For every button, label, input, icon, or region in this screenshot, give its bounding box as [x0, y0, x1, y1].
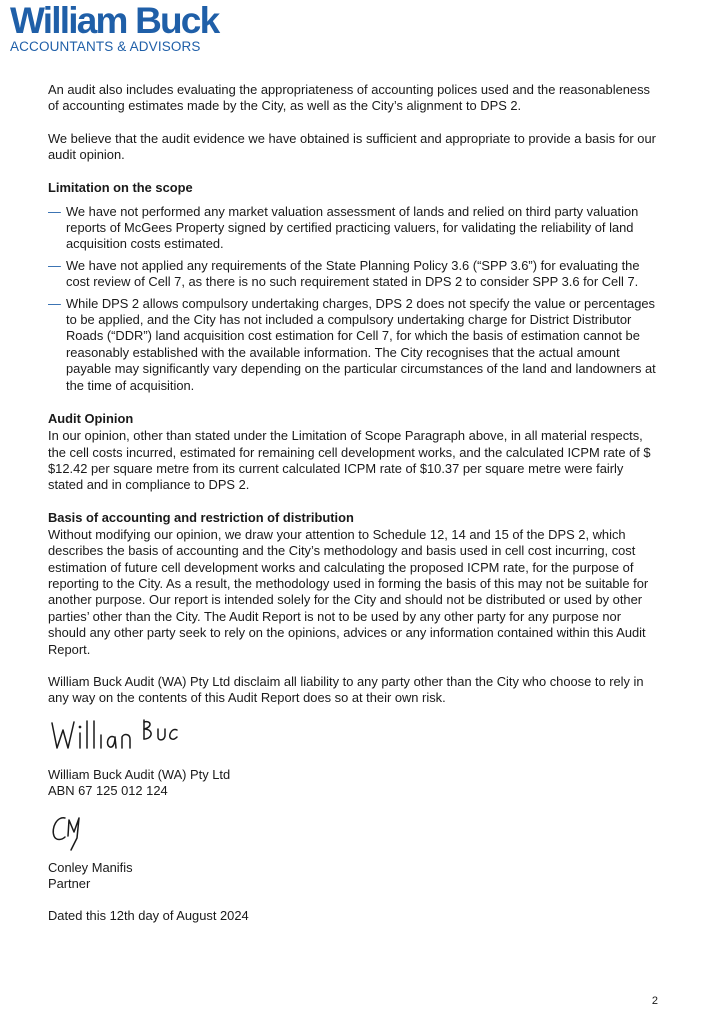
dash-bullet-icon: —: [48, 257, 61, 273]
firm-abn: ABN 67 125 012 124: [48, 783, 168, 799]
limitation-item-text: We have not applied any requirements of the State Planning Policy 3.6 (“SPP 3.6”) for evaluating the cost review of Cell 7, as there is no such requirement stated in DPS 2 to consider SPP 3.6 for Cell 7.: [66, 257, 640, 290]
william-buck-logo: [10, 0, 219, 55]
intro-paragraph-2: We believe that the audit evidence we have obtained is sufficient and appropriate to provide a basis for our audit opinion.: [48, 130, 656, 163]
logo-tagline: ACCOUNTANTS & ADVISORS: [10, 39, 201, 54]
disclaimer-paragraph: William Buck Audit (WA) Pty Ltd disclaim all liability to any party other than the City who choose to rely in any way on the contents of this Audit Report does so at their own risk.: [48, 673, 644, 706]
partner-title: Partner: [48, 876, 91, 891]
partner-name: Conley Manifis: [48, 859, 133, 875]
limitation-heading: Limitation on the scope: [48, 179, 193, 195]
basis-paragraph: Without modifying our opinion, we draw your attention to Schedule 12, 14 and 15 of the DPS 2, which describes the basis of accounting and the City’s methodology and basis used in cell cost incurring, cost estimation of future cell development works and calculating the proposed ICPM rate, for the purpose of reporting to the City. As a result, the methodology used in forming the basis of this may not be suitable for another purpose. Our report is intended solely for the City and should not be distributed or used by other parties’ other than the City. The Audit Report is not to be used by any other party for any purpose nor should any other party seek to rely on the opinions, advices or any information contained within this Audit Report.: [48, 526, 649, 657]
logo-wordmark: William Buck: [10, 0, 219, 41]
opinion-paragraph: In our opinion, other than stated under the Limitation of Scope Paragraph above, in all material respects, the cell costs incurred, estimated for remaining cell development works, and the calculated ICPM rate of $ $12.42 per square metre from its current calculated ICPM rate of $10.37 per square metre were fairly stated and in compliance to DPS 2.: [48, 428, 651, 493]
firm-name: William Buck Audit (WA) Pty Ltd: [48, 766, 231, 782]
dated-line: Dated this 12th day of August 2024: [48, 908, 249, 924]
page-number: 2: [651, 995, 658, 1007]
firm-signature-image: [50, 717, 180, 753]
limitation-item-text: While DPS 2 allows compulsory undertaking charges, DPS 2 does not specify the value or percentages to be applied, and the City has not included a compulsory undertaking charge for District Distributor Roads (“DDR”) land acquisition cost estimation for Cell 7, for which the basis of estimation cannot be reasonably established with the available information. The City recognises that the actual amount payable may significantly vary depending on the particular circumstances of the land and landowners at the time of acquisition.: [66, 295, 656, 393]
limitation-item-3: [48, 296, 658, 394]
opinion-heading: Audit Opinion: [48, 411, 134, 427]
partner-signature: [50, 812, 658, 854]
dash-bullet-icon: —: [48, 295, 61, 311]
partner-signature-image: [50, 812, 90, 854]
limitation-item-text: We have not performed any market valuation assessment of lands and relied on third party valuation reports of McGees Property signed by certified practicing valuers, for validating the reliability of land acquisition costs estimated.: [66, 203, 639, 252]
report-body: [48, 82, 658, 925]
limitation-item-1: [48, 204, 658, 253]
firm-signature: [50, 717, 658, 753]
dash-bullet-icon: —: [48, 203, 61, 219]
limitation-item-2: [48, 258, 658, 291]
limitation-list: [48, 204, 658, 394]
basis-heading: Basis of accounting and restriction of distribution: [48, 509, 354, 525]
intro-paragraph-1: An audit also includes evaluating the appropriateness of accounting polices used and the reasonableness of accounting estimates made by the City, as well as the City’s alignment to DPS 2.: [48, 82, 650, 114]
